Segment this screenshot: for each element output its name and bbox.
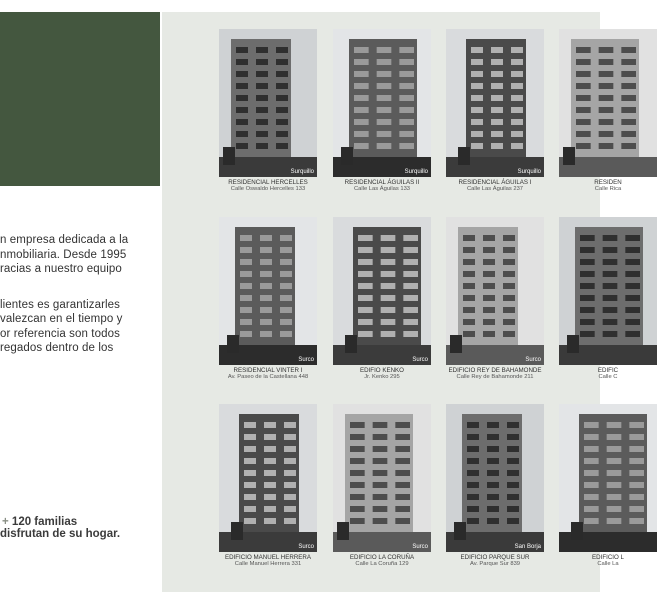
projects-gallery: [162, 12, 624, 592]
project-address: Jr. Kenko 295: [364, 374, 400, 381]
plus-sign: +: [2, 516, 9, 528]
intro-line: n empresa dedicada a la: [0, 234, 129, 246]
project-address: Calle Las Águilas 133: [353, 186, 411, 193]
project-name: EDIFICIO REY DE BAHAMONDE: [448, 367, 542, 374]
district-label: Surco: [525, 357, 541, 363]
district-label: San Borja: [514, 544, 541, 550]
building-photo: [219, 29, 317, 177]
district-label: Surco: [298, 544, 314, 550]
project-card[interactable]: [446, 404, 544, 568]
project-card[interactable]: [333, 217, 431, 381]
district-label: Surquillo: [517, 169, 541, 175]
project-name: RESIDENCIAL HERCELLES: [228, 179, 308, 186]
building-photo: [333, 29, 431, 177]
project-card[interactable]: [219, 217, 317, 381]
project-address: Calle C: [598, 374, 618, 381]
project-name: EDIFICIO PARQUE SUR: [460, 554, 530, 561]
project-address: Calle Rey de Bahamonde 211: [456, 374, 534, 381]
project-card[interactable]: [333, 29, 431, 193]
project-name: EDIFICIO L: [592, 554, 624, 561]
project-address: Calle La Coruña 129: [355, 561, 409, 568]
building-photo: [446, 217, 544, 365]
families-count: 120 familias: [11, 516, 78, 528]
project-card[interactable]: [559, 29, 657, 193]
project-card[interactable]: [333, 404, 431, 568]
project-address: Av. Parque Sur 839: [469, 561, 521, 568]
building-photo: [333, 404, 431, 552]
project-address: Calle Rica: [594, 186, 622, 193]
project-card[interactable]: [219, 29, 317, 193]
intro-line: regados dentro de los: [0, 342, 114, 354]
district-label: Surco: [298, 357, 314, 363]
intro-line: or referencia son todos: [0, 327, 120, 340]
project-address: Calle Oswaldo Hercelles 133: [230, 186, 306, 193]
building-photo: [219, 217, 317, 365]
building-photo: [219, 404, 317, 552]
intro-line: racias a nuestro equipo: [0, 263, 122, 275]
project-name: RESIDENCIAL VINTER I: [233, 367, 303, 374]
project-address: Calle Las Águilas 237: [466, 186, 524, 193]
project-card[interactable]: [559, 217, 657, 381]
intro-text: [0, 233, 160, 356]
project-name: EDIFIC: [597, 367, 619, 374]
project-card[interactable]: [219, 404, 317, 568]
project-card[interactable]: [446, 29, 544, 193]
district-label: Surquillo: [290, 169, 314, 175]
project-card[interactable]: [559, 404, 657, 568]
project-name: RESIDEN: [594, 179, 622, 186]
families-stat: [0, 516, 160, 540]
intro-line: valezcan en el tiempo y: [0, 313, 123, 325]
building-photo: [333, 217, 431, 365]
building-photo: [559, 29, 657, 177]
project-name: RESIDENCIAL ÁGUILAS II: [344, 179, 420, 186]
project-name: EDIFICIO LA CORUÑA: [349, 554, 415, 561]
building-photo: [446, 404, 544, 552]
project-address: Av. Paseo de la Castellana 448: [227, 374, 309, 381]
building-photo: [559, 217, 657, 365]
district-label: Surco: [412, 357, 428, 363]
green-accent-block: [0, 12, 160, 186]
project-name: EDIFICIO MANUEL HERRERA: [224, 554, 312, 561]
building-photo: [559, 404, 657, 552]
project-address: Calle La: [597, 561, 619, 568]
project-address: Calle Manuel Herrera 331: [234, 561, 302, 568]
project-name: RESIDENCIAL ÁGUILAS I: [458, 179, 532, 186]
building-photo: [446, 29, 544, 177]
project-card[interactable]: [446, 217, 544, 381]
intro-line: lientes es garantizarles: [0, 298, 121, 311]
families-caption: disfrutan de su hogar.: [0, 528, 121, 540]
project-name: EDIFIO KENKO: [359, 367, 404, 374]
district-label: Surco: [412, 544, 428, 550]
intro-line: nmobiliaria. Desde 1995: [0, 248, 127, 261]
district-label: Surquillo: [404, 169, 428, 175]
